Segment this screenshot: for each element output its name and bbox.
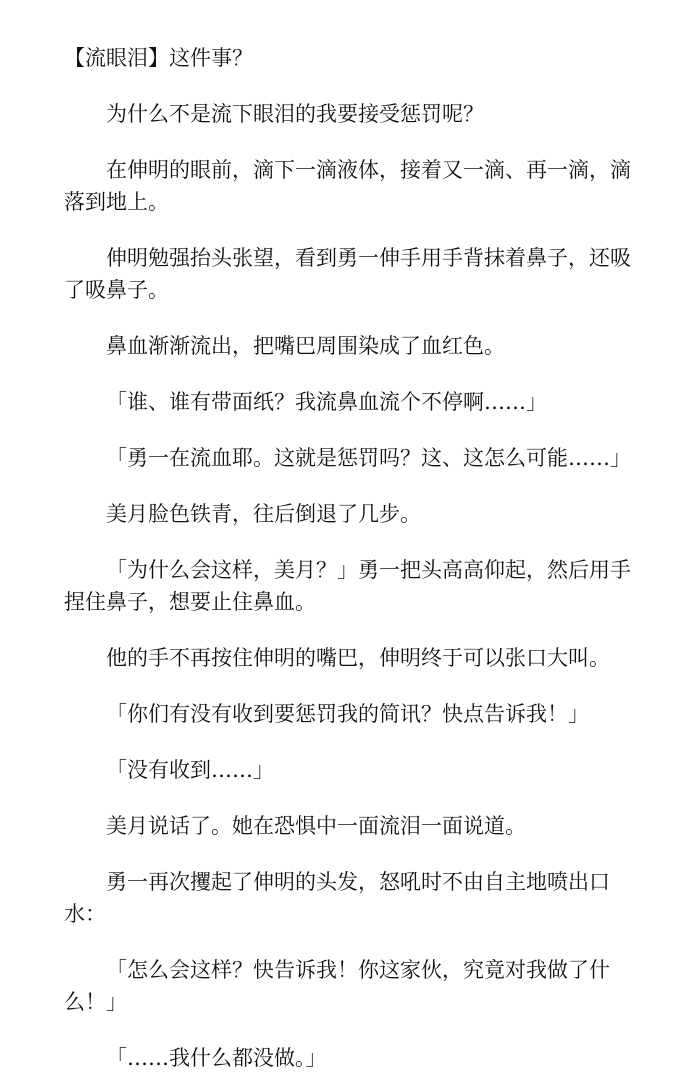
paragraph: 【流眼泪】这件事？ — [64, 46, 253, 70]
paragraph: 「为什么会这样，美月？」勇一把头高高仰起，然后用手捏住鼻子，想要止住鼻血。 — [64, 558, 631, 614]
paragraph: 为什么不是流下眼泪的我要接受惩罚呢？ — [106, 102, 484, 126]
paragraph: 「勇一在流血耶。这就是惩罚吗？这、这怎么可能……」 — [106, 446, 631, 470]
paragraph: 他的手不再按住伸明的嘴巴，伸明终于可以张口大叫。 — [106, 646, 610, 670]
paragraph: 美月说话了。她在恐惧中一面流泪一面说道。 — [106, 814, 526, 838]
paragraph: 勇一再次攫起了伸明的头发，怒吼时不由自主地喷出口水： — [64, 870, 610, 926]
paragraph: 「你们有没有收到要惩罚我的简讯？快点告诉我！」 — [106, 702, 589, 726]
paragraph: 「没有收到……」 — [106, 758, 274, 782]
paragraph: 「……我什么都没做。」 — [106, 1046, 327, 1070]
paragraph: 「怎么会这样？快告诉我！你这家伙，究竟对我做了什么！」 — [64, 958, 610, 1014]
paragraph: 「谁、谁有带面纸？我流鼻血流个不停啊……」 — [106, 390, 547, 414]
paragraph: 伸明勉强抬头张望，看到勇一伸手用手背抹着鼻子，还吸了吸鼻子。 — [64, 246, 631, 302]
paragraph: 美月脸色铁青，往后倒退了几步。 — [106, 502, 421, 526]
paragraph: 鼻血渐渐流出，把嘴巴周围染成了血红色。 — [106, 334, 505, 358]
paragraph: 在伸明的眼前，滴下一滴液体，接着又一滴、再一滴，滴落到地上。 — [64, 158, 631, 214]
